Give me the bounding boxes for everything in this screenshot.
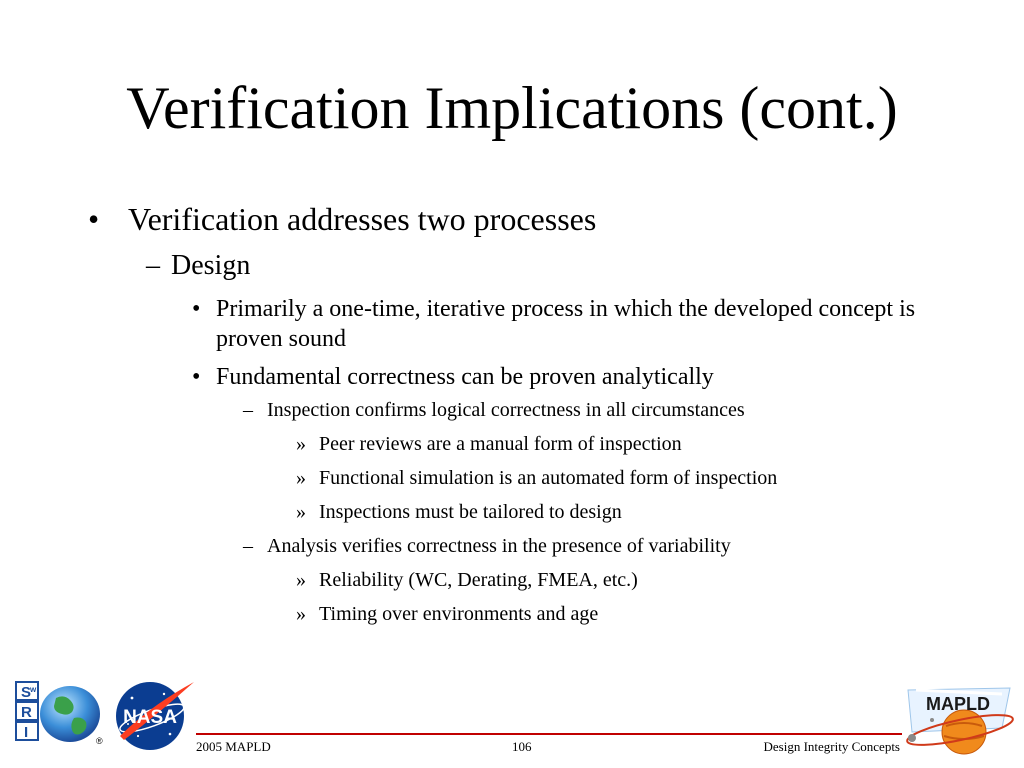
page-title: Verification Implications (cont.)	[126, 75, 898, 141]
bullet-verification-processes: Verification addresses two processes	[128, 201, 597, 237]
sub-bullet-fundamental-correctness: Fundamental correctness can be proven analytically	[216, 364, 714, 390]
sub-bullet-inspection: Inspection confirms logical correctness in all circumstances	[267, 399, 745, 421]
mapld-planet-icon	[902, 680, 1016, 760]
footer-left: 2005 MAPLD	[196, 739, 271, 754]
sub-bullet-analysis: Analysis verifies correctness in the presence of variability	[267, 535, 731, 557]
swri-logo	[12, 678, 108, 748]
sub-bullet-reliability: Reliability (WC, Derating, FMEA, etc.)	[319, 569, 638, 591]
sub-bullet-peer-reviews: Peer reviews are a manual form of inspection	[319, 433, 682, 455]
swri-letter-i: I	[24, 724, 29, 741]
registered-mark: ®	[96, 736, 103, 746]
footer-right: Design Integrity Concepts	[763, 739, 900, 754]
nasa-meatball-icon	[110, 676, 196, 752]
raquo-icon: »	[296, 501, 306, 523]
mapld-wordmark: MAPLD	[926, 694, 990, 714]
sub-bullet-one-time-process: Primarily a one-time, iterative process in which the developed concept is proven sound	[216, 296, 916, 352]
raquo-icon: »	[296, 433, 306, 455]
mapld-logo	[902, 680, 1016, 760]
dash-icon: –	[243, 535, 253, 557]
swri-letter-s: S	[21, 684, 32, 701]
dash-icon: –	[146, 250, 160, 281]
bullet-icon: •	[192, 296, 201, 322]
raquo-icon: »	[296, 467, 306, 489]
bullet-icon: •	[192, 364, 201, 390]
nasa-logo	[110, 676, 196, 752]
raquo-icon: »	[296, 569, 306, 591]
dash-icon: –	[243, 399, 253, 421]
sub-bullet-design: Design	[171, 250, 251, 281]
sub-bullet-tailored-inspections: Inspections must be tailored to design	[319, 501, 622, 523]
footer-rule	[196, 733, 902, 735]
page-number: 106	[512, 739, 532, 754]
nasa-wordmark: NASA	[123, 707, 177, 728]
sub-bullet-functional-simulation: Functional simulation is an automated form of inspection	[319, 467, 778, 489]
swri-globe-icon	[12, 678, 108, 748]
sub-bullet-timing: Timing over environments and age	[319, 603, 599, 625]
bullet-icon: •	[88, 201, 100, 237]
swri-letter-r: R	[21, 704, 32, 721]
raquo-icon: »	[296, 603, 306, 625]
swri-letter-w: w	[30, 685, 37, 694]
